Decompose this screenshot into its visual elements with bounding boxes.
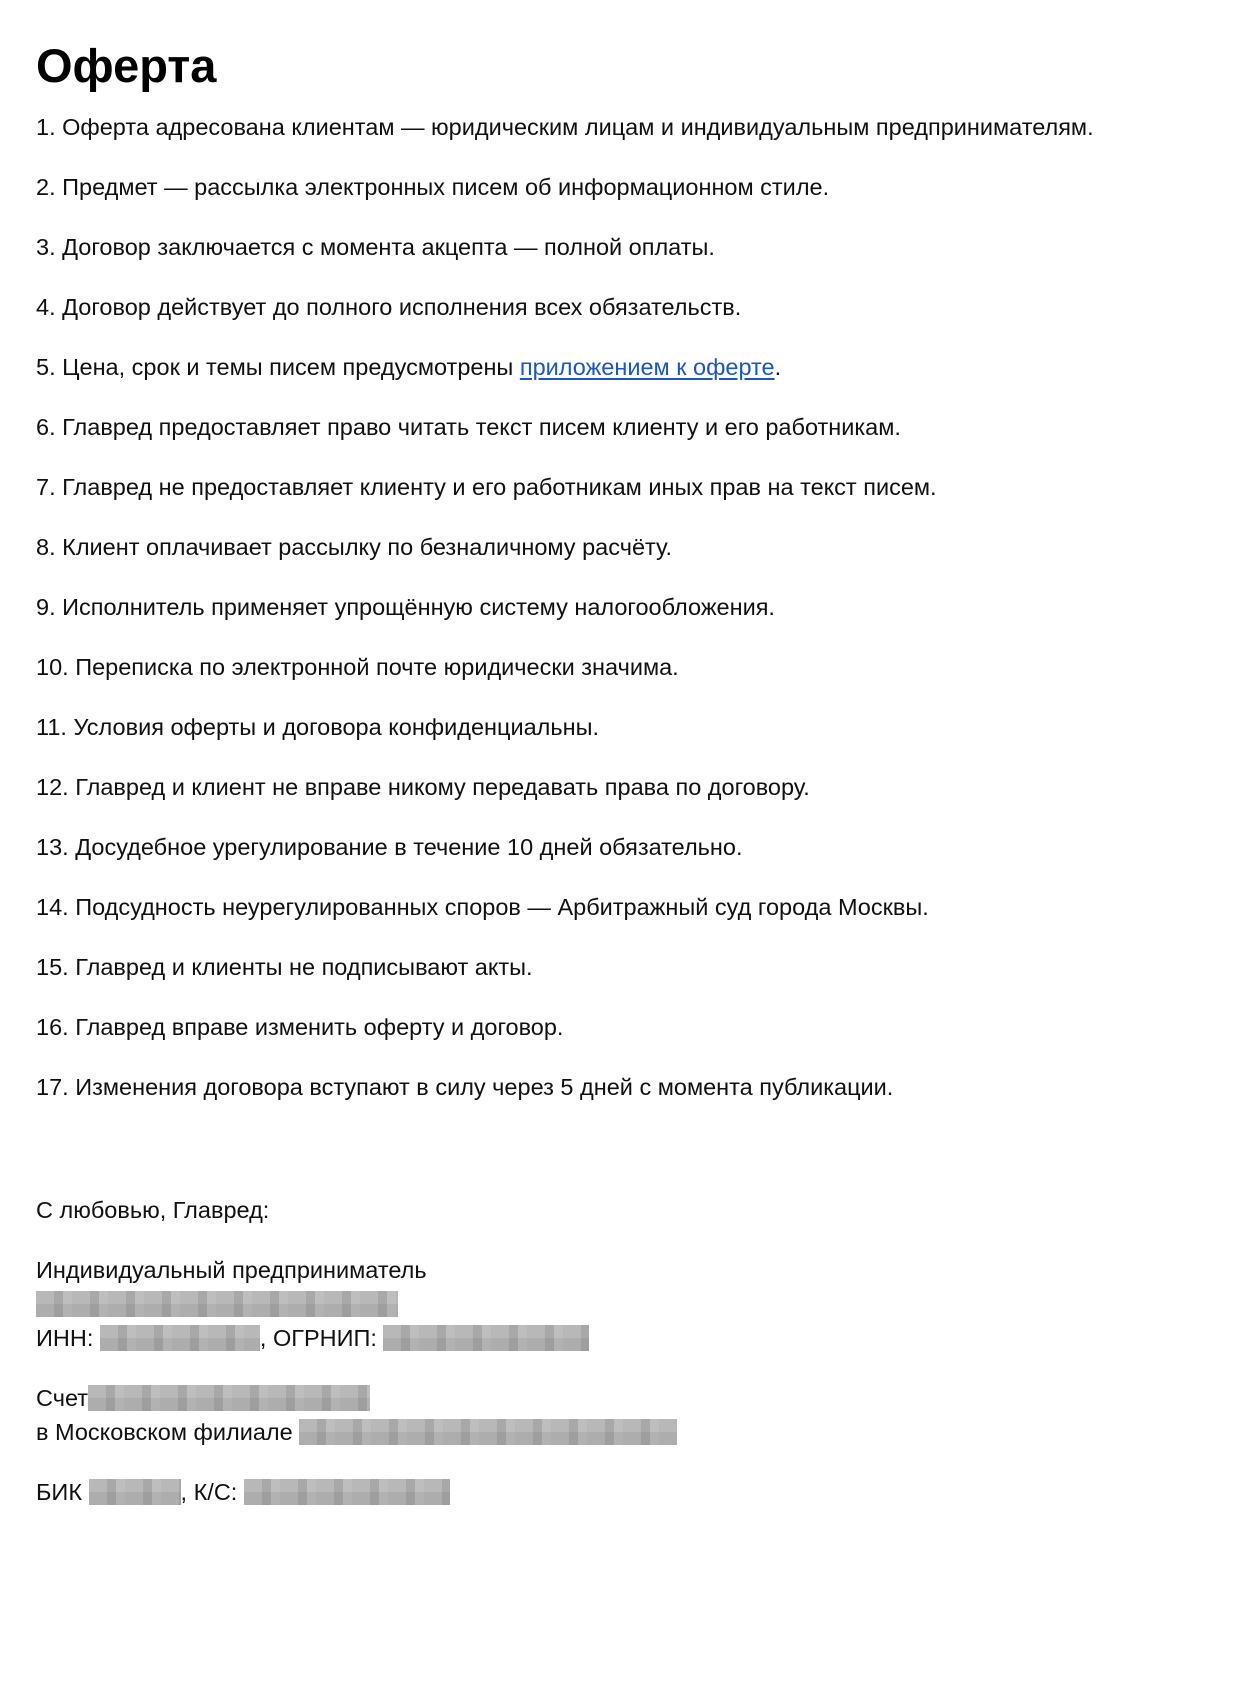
- clause-7: 7. Главред не предоставляет клиенту и его работникам иных прав на текст писем.: [36, 474, 937, 500]
- clause-3: 3. Договор заключается с момента акцепта — полной оплаты.: [36, 234, 715, 260]
- clause-5: [36, 352, 1094, 412]
- clause-10: 10. Переписка по электронной почте юридически значима.: [36, 654, 679, 680]
- bank-label: в Московском филиале: [36, 1419, 293, 1445]
- clause-13: 13. Досудебное урегулирование в течение 10 дней обязательно.: [36, 834, 743, 860]
- redacted-ks: [244, 1479, 450, 1505]
- bank-row: [36, 1415, 677, 1449]
- redacted-entity-name: [36, 1291, 398, 1317]
- account-row: [36, 1381, 677, 1415]
- clause-1: 1. Оферта адресована клиентам — юридическим лицам и индивидуальным предпринимателям.: [36, 114, 1094, 140]
- inn-row: [36, 1321, 677, 1355]
- clause-17: 17. Изменения договора вступают в силу через 5 дней с момента публикации.: [36, 1074, 894, 1100]
- clause-6: 6. Главред предоставляет право читать текст писем клиенту и его работникам.: [36, 414, 901, 440]
- offer-appendix-link[interactable]: приложением к оферте: [519, 354, 775, 380]
- entity-type: Индивидуальный предприниматель: [36, 1257, 427, 1283]
- clause-list: [36, 112, 1094, 1132]
- signature-greeting: С любовью, Главред:: [36, 1197, 270, 1223]
- redacted-account: [88, 1385, 370, 1411]
- clause-16: 16. Главред вправе изменить оферту и договор.: [36, 1014, 564, 1040]
- inn-label: ИНН:: [36, 1325, 94, 1351]
- bik-label: БИК: [36, 1479, 83, 1505]
- bik-row: [36, 1475, 677, 1509]
- clause-15: 15. Главред и клиенты не подписывают акты.: [36, 954, 533, 980]
- redacted-inn: [100, 1325, 260, 1351]
- clause-11: 11. Условия оферты и договора конфиденциальны.: [36, 714, 600, 740]
- signature-block: [36, 1193, 677, 1509]
- page-title: Оферта: [36, 39, 217, 92]
- redacted-bank-name: [299, 1419, 677, 1445]
- ks-label: , К/С:: [180, 1479, 238, 1505]
- entity-name-row: [36, 1287, 677, 1321]
- clause-4: 4. Договор действует до полного исполнения всех обязательств.: [36, 294, 742, 320]
- redacted-bik: [89, 1479, 181, 1505]
- account-label: Счет: [36, 1385, 89, 1411]
- clause-14: 14. Подсудность неурегулированных споров — Арбитражный суд города Москвы.: [36, 894, 929, 920]
- clause-5-text: 5. Цена, срок и темы писем предусмотрены: [36, 354, 520, 380]
- clause-5-suffix: .: [774, 354, 782, 380]
- clause-12: 12. Главред и клиент не вправе никому передавать права по договору.: [36, 774, 810, 800]
- clause-2: 2. Предмет — рассылка электронных писем об информационном стиле.: [36, 174, 830, 200]
- clause-8: 8. Клиент оплачивает рассылку по безналичному расчёту.: [36, 534, 672, 560]
- redacted-ogrnip: [383, 1325, 589, 1351]
- ogrnip-label: , ОГРНИП:: [259, 1325, 377, 1351]
- clause-9: 9. Исполнитель применяет упрощённую систему налогообложения.: [36, 594, 775, 620]
